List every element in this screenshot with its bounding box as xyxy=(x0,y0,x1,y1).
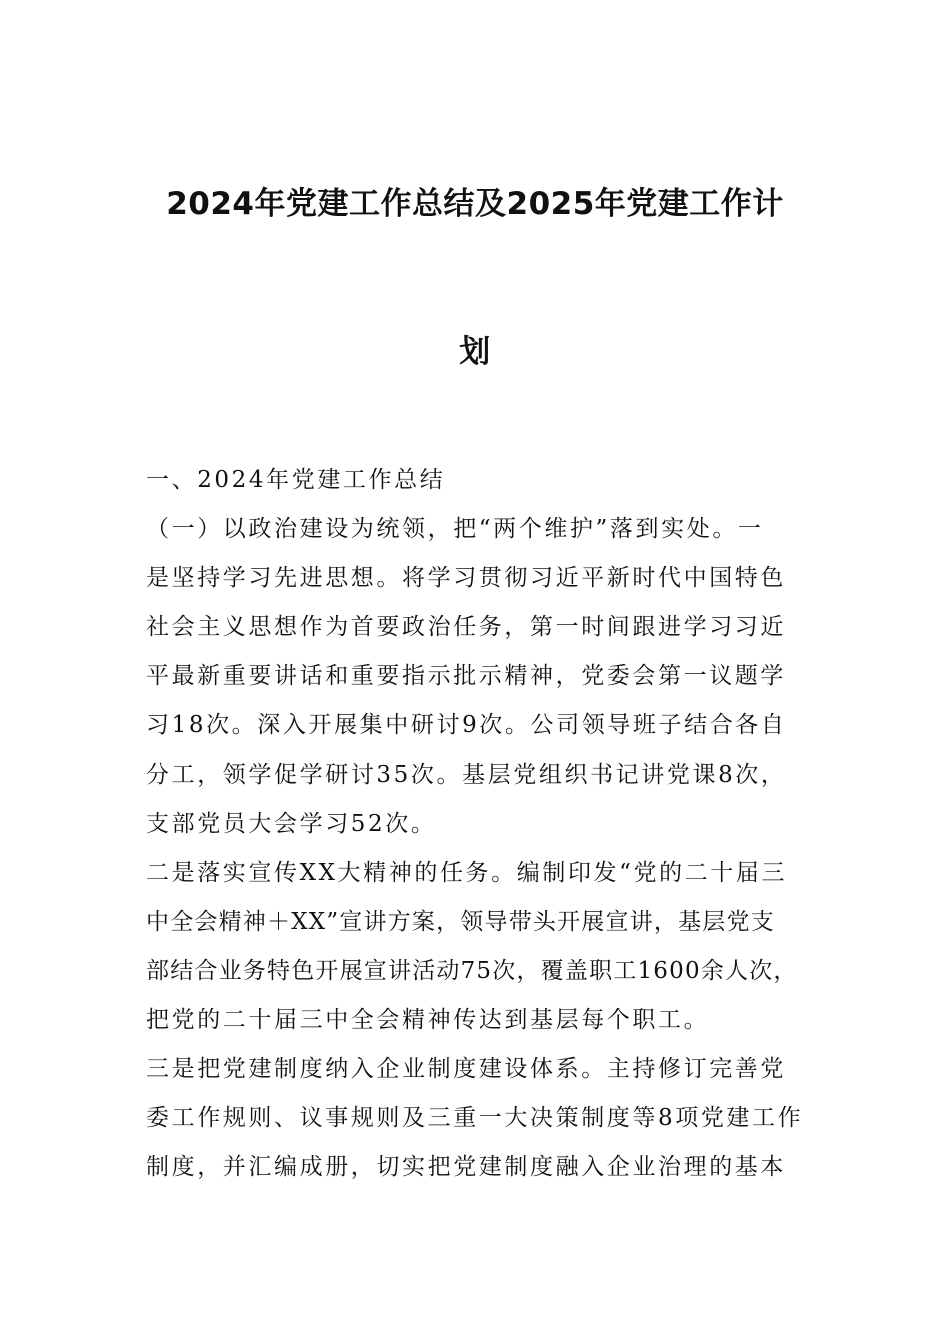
paragraph-line: 平最新重要讲话和重要指示批示精神，党委会第一议题学 xyxy=(146,663,786,690)
paragraph-line: 制度，并汇编成册，切实把党建制度融入企业治理的基本 xyxy=(146,1154,786,1181)
document-body xyxy=(146,458,826,1194)
paragraph-line: 二是落实宣传XX大精神的任务。编制印发“党的二十届三 xyxy=(146,859,788,886)
paragraph-line: 中全会精神＋XX”宣讲方案，领导带头开展宣讲，基层党支 xyxy=(146,908,775,935)
paragraph-line: 分工，领学促学研讨35次。基层党组织书记讲党课8次， xyxy=(146,761,787,788)
paragraph-line: 三是把党建制度纳入企业制度建设体系。主持修订完善党 xyxy=(146,1056,786,1083)
document-title-line-2: 划 xyxy=(459,334,491,370)
document-title-line-1: 2024年党建工作总结及2025年党建工作计 xyxy=(166,186,784,222)
paragraph-line: 部结合业务特色开展宣讲活动75次，覆盖职工1600余人次， xyxy=(146,957,798,984)
paragraph-line: 支部党员大会学习52次。 xyxy=(146,810,437,837)
paragraph-line: 社会主义思想作为首要政治任务，第一时间跟进学习习近 xyxy=(146,614,786,641)
paragraph-line: 习18次。深入开展集中研讨9次。公司领导班子结合各自 xyxy=(146,712,787,739)
section-heading: 一、2024年党建工作总结 xyxy=(146,467,446,493)
paragraph-line: 是坚持学习先进思想。将学习贯彻习近平新时代中国特色 xyxy=(146,565,786,592)
paragraph-line: （一）以政治建设为统领，把“两个维护”落到实处。一 xyxy=(146,516,764,543)
paragraph-line: 委工作规则、议事规则及三重一大决策制度等8项党建工作 xyxy=(146,1105,804,1132)
paragraph-line: 把党的二十届三中全会精神传达到基层每个职工。 xyxy=(146,1007,710,1034)
